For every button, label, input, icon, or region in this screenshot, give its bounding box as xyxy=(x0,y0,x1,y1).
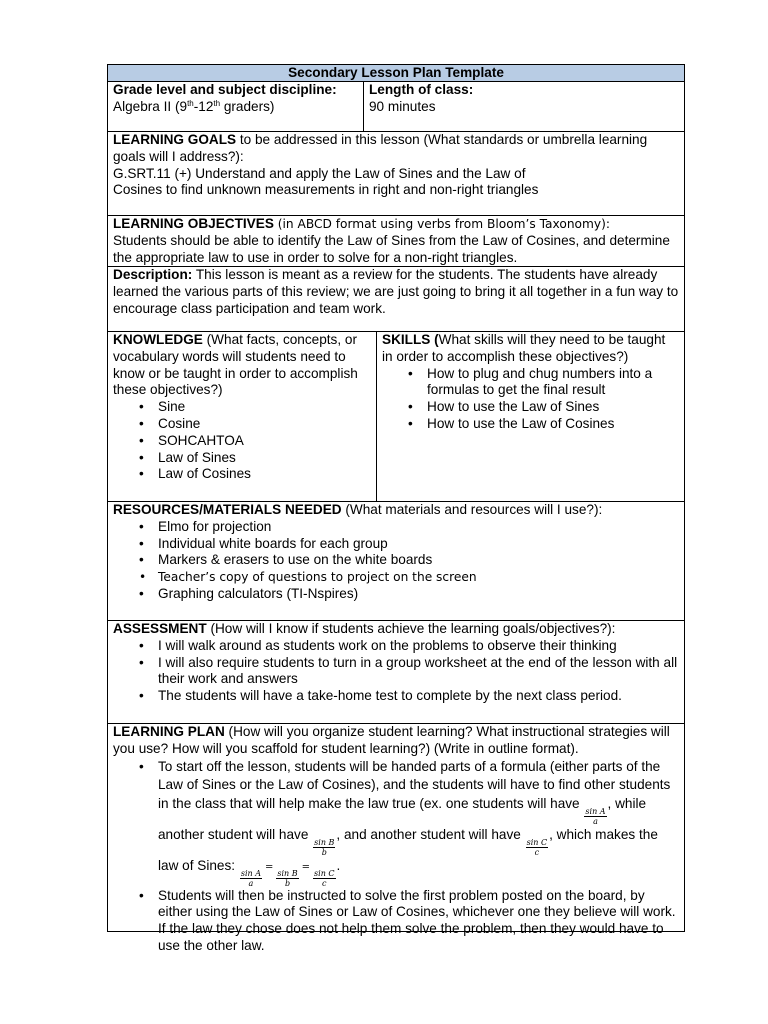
learning-goals-standard-line1: G.SRT.11 (+) Understand and apply the Law of Sines and the Law of xyxy=(113,165,526,181)
list-item: • Teacher’s copy of questions to project on the screen xyxy=(158,569,679,586)
knowledge-prompt: (What facts, concepts, or vocabulary words will students need to know or be taught in order to accomplish these objectives?) xyxy=(113,332,358,398)
fraction-sinA-over-a: $\frac{\text{sin A}}{a}$ xyxy=(585,806,606,826)
learning-plan-heading: LEARNING PLAN xyxy=(113,724,225,739)
list-item: • Markers & erasers to use on the white boards xyxy=(158,552,679,569)
list-item: • Students will then be instructed to solve the first problem posted on the board, by either using the Law of Sines or Law of Cosines, whichever one they believe will work. If the law they chose does not help them solve the problem, then they would have to use the other law. xyxy=(158,888,679,955)
list-item: • How to use the Law of Sines xyxy=(427,399,679,416)
learning-goals-section xyxy=(108,132,684,216)
assessment-prompt: (How will I know if students achieve the learning goals/objectives?): xyxy=(206,621,616,636)
list-item: • I will walk around as students work on the problems to observe their thinking xyxy=(158,638,679,655)
skills-heading: SKILLS ( xyxy=(382,332,439,347)
learning-objectives-prompt: (in ABCD format using verbs from Bloom’s Taxonomy): xyxy=(273,217,610,231)
list-item: • To start off the lesson, students will be handed parts of a formula (either parts of the Law of Sines or the Law of Cosines), and the students will have to find other students in the class that will help make the law true (ex. one students will have $\frac{\text{sin A}}{a}$ , while another student will have $\frac{\text{sin B}}{b}$ , and another student will have $\frac{\text{sin C}}{c}$ , which makes the law of Sines: $\frac{\text{sin A}}{a}$ = $\frac{\text{sin B}}{b}$ = $\frac{\text{sin C}}{c}$ . xyxy=(158,758,679,888)
description-section xyxy=(108,267,684,332)
resources-prompt: (What materials and resources will I use?): xyxy=(341,502,603,517)
length-value: 90 minutes xyxy=(369,98,436,114)
grade-label: Grade level and subject discipline: xyxy=(113,82,337,97)
list-item: • Sine xyxy=(158,399,371,416)
knowledge-skills-row xyxy=(108,332,684,502)
template-title: Secondary Lesson Plan Template xyxy=(108,65,684,82)
resources-list xyxy=(113,519,679,603)
list-item: • The students will have a take-home test to complete by the next class period. xyxy=(158,688,679,705)
lesson-plan-table xyxy=(107,64,685,953)
learning-plan-list xyxy=(113,758,679,955)
list-item: • Graphing calculators (TI-Nspires) xyxy=(158,586,679,603)
resources-section xyxy=(108,502,684,621)
law-of-sines-term-b: $\frac{\text{sin B}}{b}$ xyxy=(277,868,298,888)
equals-sign: = xyxy=(301,861,311,873)
law-of-sines-term-c: $\frac{\text{sin C}}{c}$ xyxy=(314,868,335,888)
list-item: • SOHCAHTOA xyxy=(158,433,371,450)
learning-plan-prompt: (How will you organize student learning? What instructional strategies will you use? How will you scaffold for student learning?) (Write in outline format). xyxy=(113,724,670,756)
fraction-sinC-over-c: $\frac{\text{sin C}}{c}$ xyxy=(526,837,548,857)
learning-goals-standard-line2: Cosines to find unknown measurements in right and non-right triangles xyxy=(113,182,539,198)
grade-value: Algebra II (9th-12th graders) xyxy=(113,98,275,114)
resources-heading: RESOURCES/MATERIALS NEEDED xyxy=(113,502,342,517)
description-heading: Description: xyxy=(113,267,193,282)
header-info-row xyxy=(108,82,684,132)
assessment-section xyxy=(108,621,684,724)
knowledge-heading: KNOWLEDGE xyxy=(113,332,203,347)
list-item: • Individual white boards for each group xyxy=(158,536,679,553)
knowledge-cell xyxy=(108,332,376,501)
list-item: • How to plug and chug numbers into a formulas to get the final result xyxy=(427,366,679,400)
learning-objectives-text: Students should be able to identify the Law of Sines from the Law of Cosines, and determine the appropriate law to use in order to solve for a non-right triangles. xyxy=(113,232,670,265)
list-item: • I will also require students to turn in a group worksheet at the end of the lesson with all their work and answers xyxy=(158,655,679,689)
law-of-sines-term-a: $\frac{\text{sin A}}{a}$ xyxy=(240,868,261,888)
skills-list xyxy=(382,366,679,433)
equals-sign: = xyxy=(265,861,274,873)
list-item: • How to use the Law of Cosines xyxy=(427,416,679,433)
skills-cell xyxy=(376,332,684,501)
list-item: • Cosine xyxy=(158,416,371,433)
learning-goals-prompt: to be addressed in this lesson (What standards or umbrella learning goals will I address?): xyxy=(113,132,648,164)
knowledge-list xyxy=(113,399,371,483)
learning-goals-heading: LEARNING GOALS xyxy=(113,132,237,147)
skills-prompt: What skills will they need to be taught in order to accomplish these objectives?) xyxy=(382,332,666,364)
list-item: • Elmo for projection xyxy=(158,519,679,536)
description-text: This lesson is meant as a review for the students. The students have already learned the various parts of this review; we are just going to bring it all together in a fun way to encourage class participation and team work. xyxy=(113,267,679,316)
assessment-heading: ASSESSMENT xyxy=(113,621,207,636)
learning-objectives-section xyxy=(108,216,684,267)
length-label: Length of class: xyxy=(369,82,474,97)
learning-objectives-heading: LEARNING OBJECTIVES xyxy=(113,216,274,231)
fraction-sinB-over-b: $\frac{\text{sin B}}{b}$ xyxy=(314,837,335,857)
grade-level-cell xyxy=(108,82,363,131)
list-item: • Law of Cosines xyxy=(158,466,371,483)
assessment-list xyxy=(113,638,679,705)
list-item: • Law of Sines xyxy=(158,450,371,467)
length-cell xyxy=(363,82,684,131)
learning-plan-section xyxy=(108,724,684,953)
